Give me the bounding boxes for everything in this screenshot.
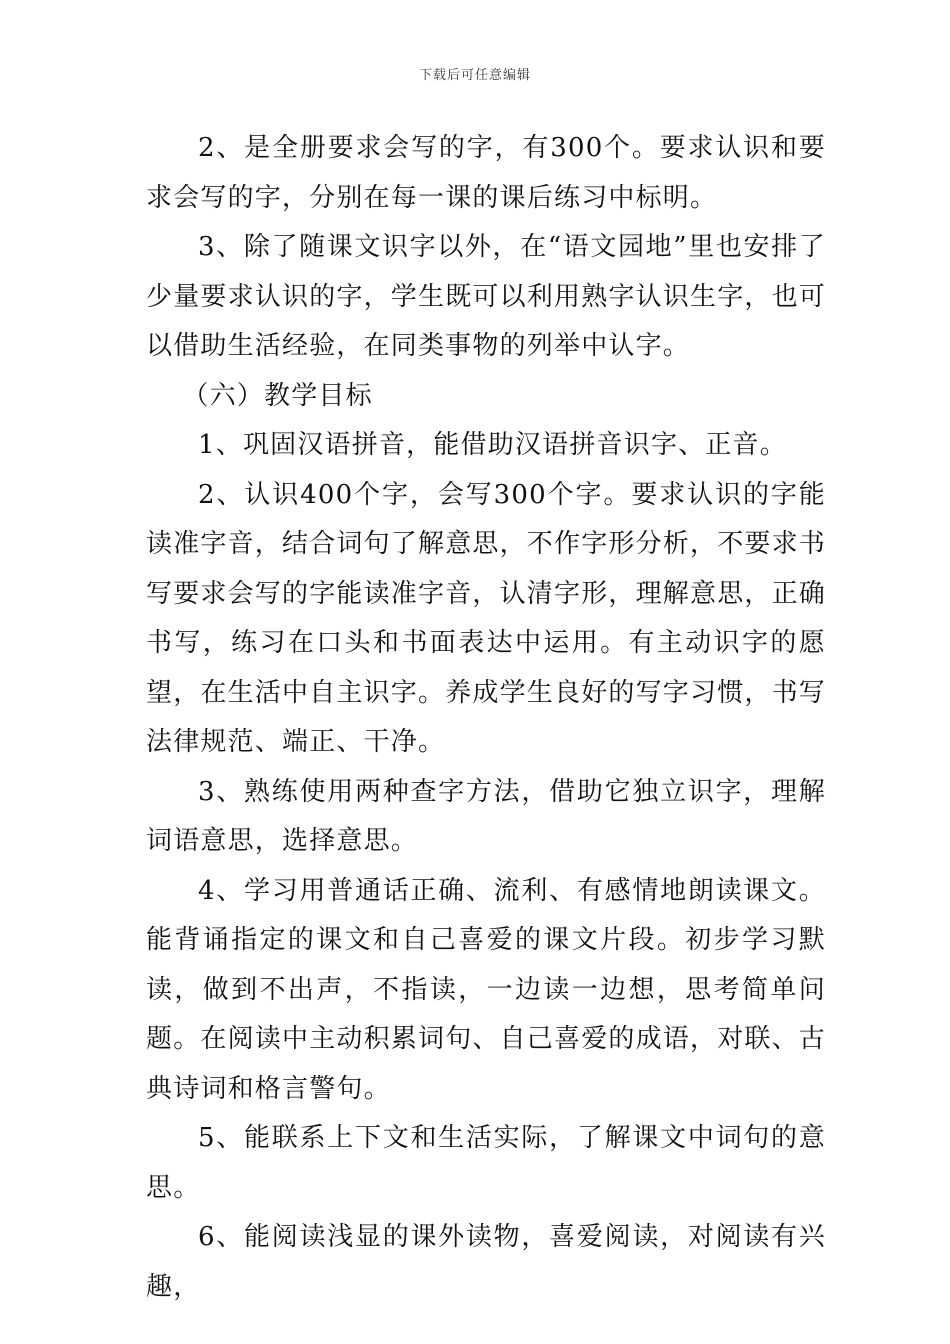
goal-item-1: 1、巩固汉语拼音，能借助汉语拼音识字、正音。 (198, 430, 787, 460)
paragraph-item-2-write-count: 2、是全册要求会写的字，有300个。要求认识和要求会写的字，分别在每一课的课后练习中标明。 (146, 133, 826, 213)
goal-item-5: 5、能联系上下文和生活实际，了解课文中词句的意思。 (146, 1123, 826, 1203)
goal-item-3: 3、熟练使用两种查字方法，借助它独立识字，理解词语意思，选择意思。 (146, 776, 826, 856)
paragraph-item-3-literacy: 3、除了随课文识字以外，在“语文园地”里也安排了少量要求认识的字，学生既可以利用熟字认识生字，也可以借助生活经验，在同类事物的列举中认字。 (146, 232, 827, 361)
goal-item-6: 6、能阅读浅显的课外读物，喜爱阅读，对阅读有兴趣， (146, 1222, 826, 1302)
goal-item-2: 2、认识400个字，会写300个字。要求认识的字能读准字音，结合词句了解意思，不作字形分析，不要求书写要求会写的字能读准字音，认清字形，理解意思，正确书写，练习在口头和书面表达中运用。有主动识字的愿望，在生活中自主识字。养成学生良好的写字习惯，书写法律规范、端正、干净。 (146, 479, 827, 757)
goal-item-4: 4、学习用普通话正确、流利、有感情地朗读课文。能背诵指定的课文和自己喜爱的课文片段。初步学习默读，做到不出声，不指读，一边读一边想，思考简单问题。在阅读中主动积累词句、自己喜爱的成语，对联、古典诗词和格言警句。 (146, 875, 827, 1104)
document-body (146, 124, 826, 1312)
section-heading-teaching-goals: （六）教学目标 (182, 380, 373, 411)
page-header-note: 下载后可任意编辑 (418, 68, 531, 83)
